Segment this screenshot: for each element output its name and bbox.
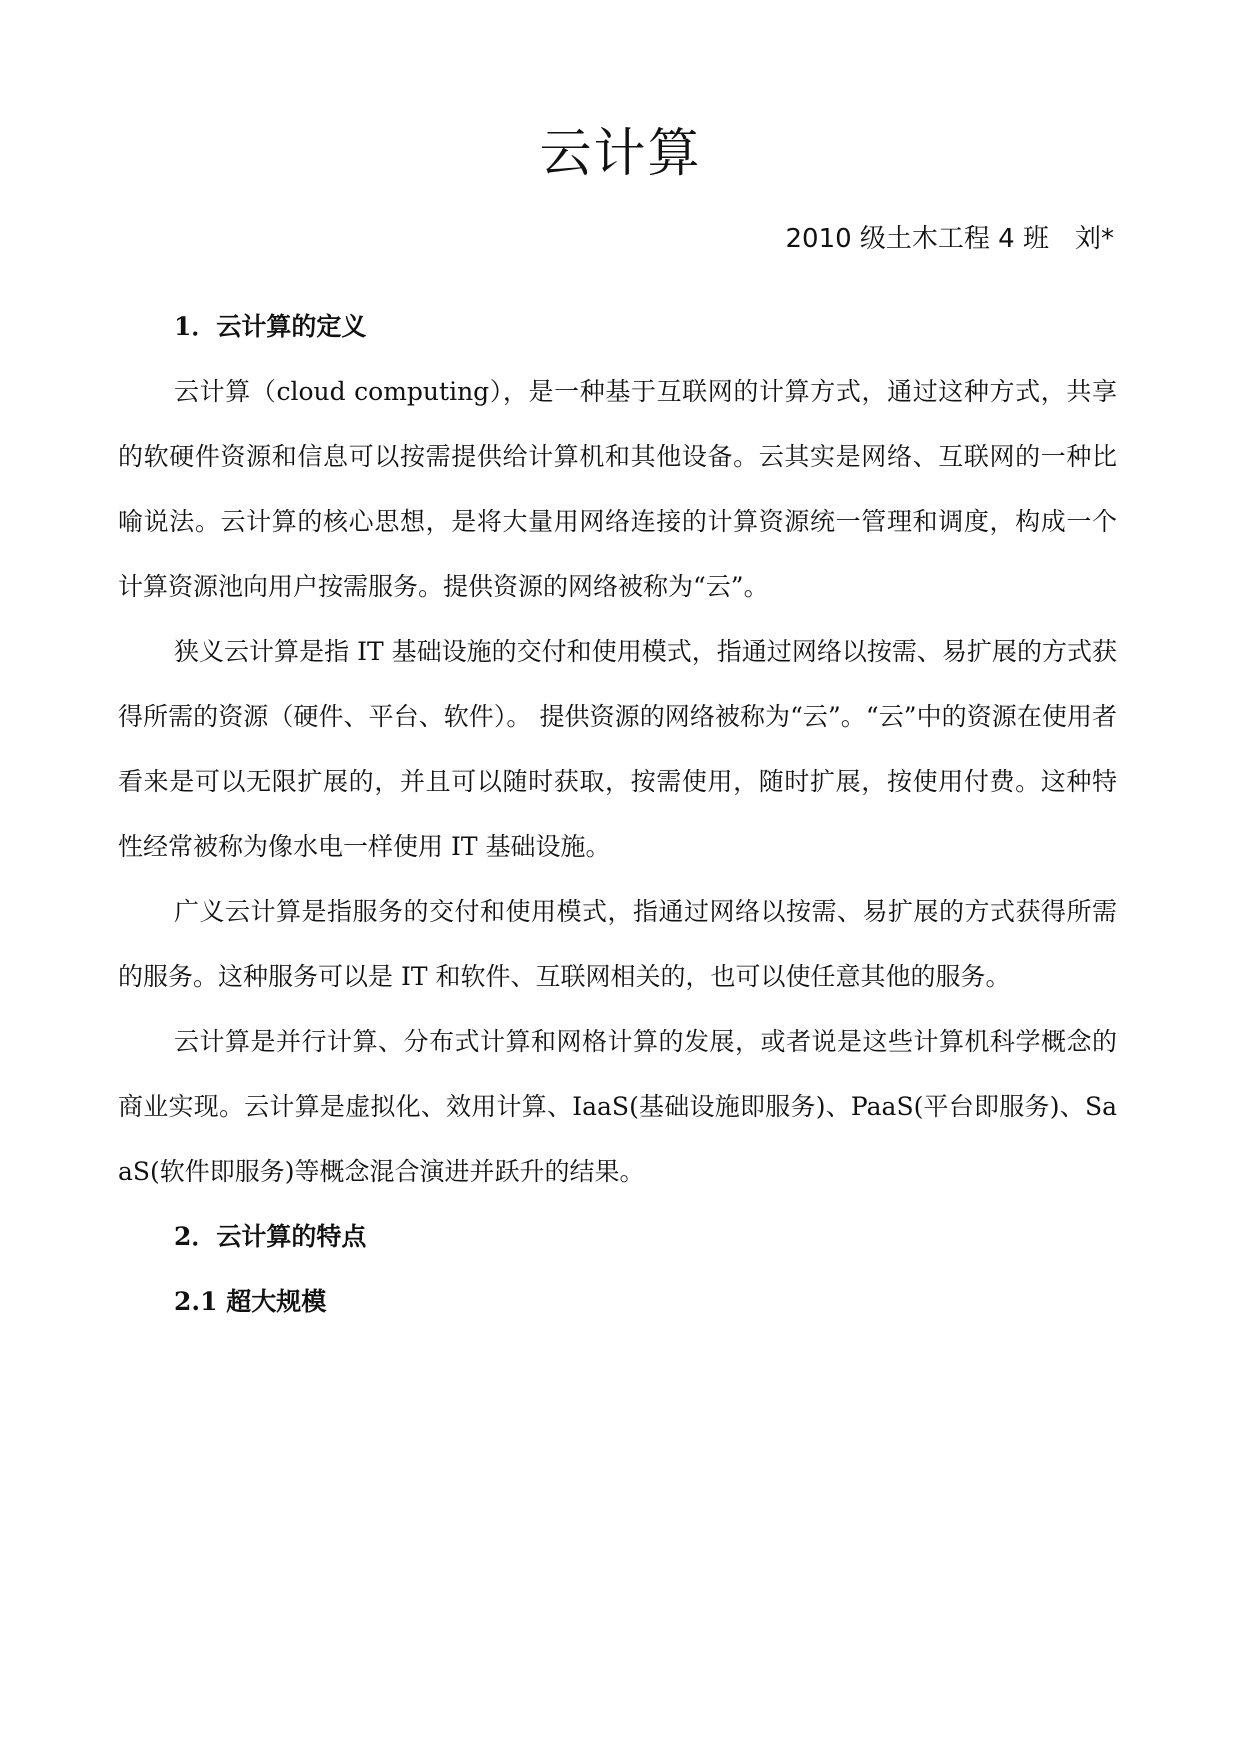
document-body <box>118 294 1117 1334</box>
paragraph-evolution: 云计算是并行计算、分布式计算和网格计算的发展，或者说是这些计算机科学概念的商业实现。云计算是虚拟化、效用计算、IaaS(基础设施即服务)、PaaS(平台即服务)、SaaS(软件即服务)等概念混合演进并跃升的结果。 <box>118 1027 1117 1186</box>
subsection-heading-large-scale: 2.1 超大规模 <box>174 1287 327 1316</box>
document-title: 云计算 <box>539 124 702 184</box>
paragraph-broad-sense: 广义云计算是指服务的交付和使用模式，指通过网络以按需、易扩展的方式获得所需的服务。这种服务可以是 IT 和软件、互联网相关的，也可以使任意其他的服务。 <box>118 897 1117 991</box>
paragraph-definition: 云计算（cloud computing），是一种基于互联网的计算方式，通过这种方式，共享的软硬件资源和信息可以按需提供给计算机和其他设备。云其实是网络、互联网的一种比喻说法。云计算的核心思想，是将大量用网络连接的计算资源统一管理和调度，构成一个计算资源池向用户按需服务。提供资源的网络被称为“云”。 <box>118 377 1117 601</box>
paragraph-narrow-sense: 狭义云计算是指 IT 基础设施的交付和使用模式，指通过网络以按需、易扩展的方式获得所需的资源（硬件、平台、软件）。 提供资源的网络被称为“云”。“云”中的资源在使用者看来是可以无限扩展的，并且可以随时获取，按需使用，随时扩展，按使用付费。这种特性经常被称为像水电一样使用 IT 基础设施。 <box>118 637 1117 861</box>
section-heading-features: 2．云计算的特点 <box>174 1222 367 1251</box>
author-line: 2010 级土木工程 4 班 刘* <box>785 224 1114 254</box>
section-heading-definition: 1．云计算的定义 <box>174 312 367 341</box>
